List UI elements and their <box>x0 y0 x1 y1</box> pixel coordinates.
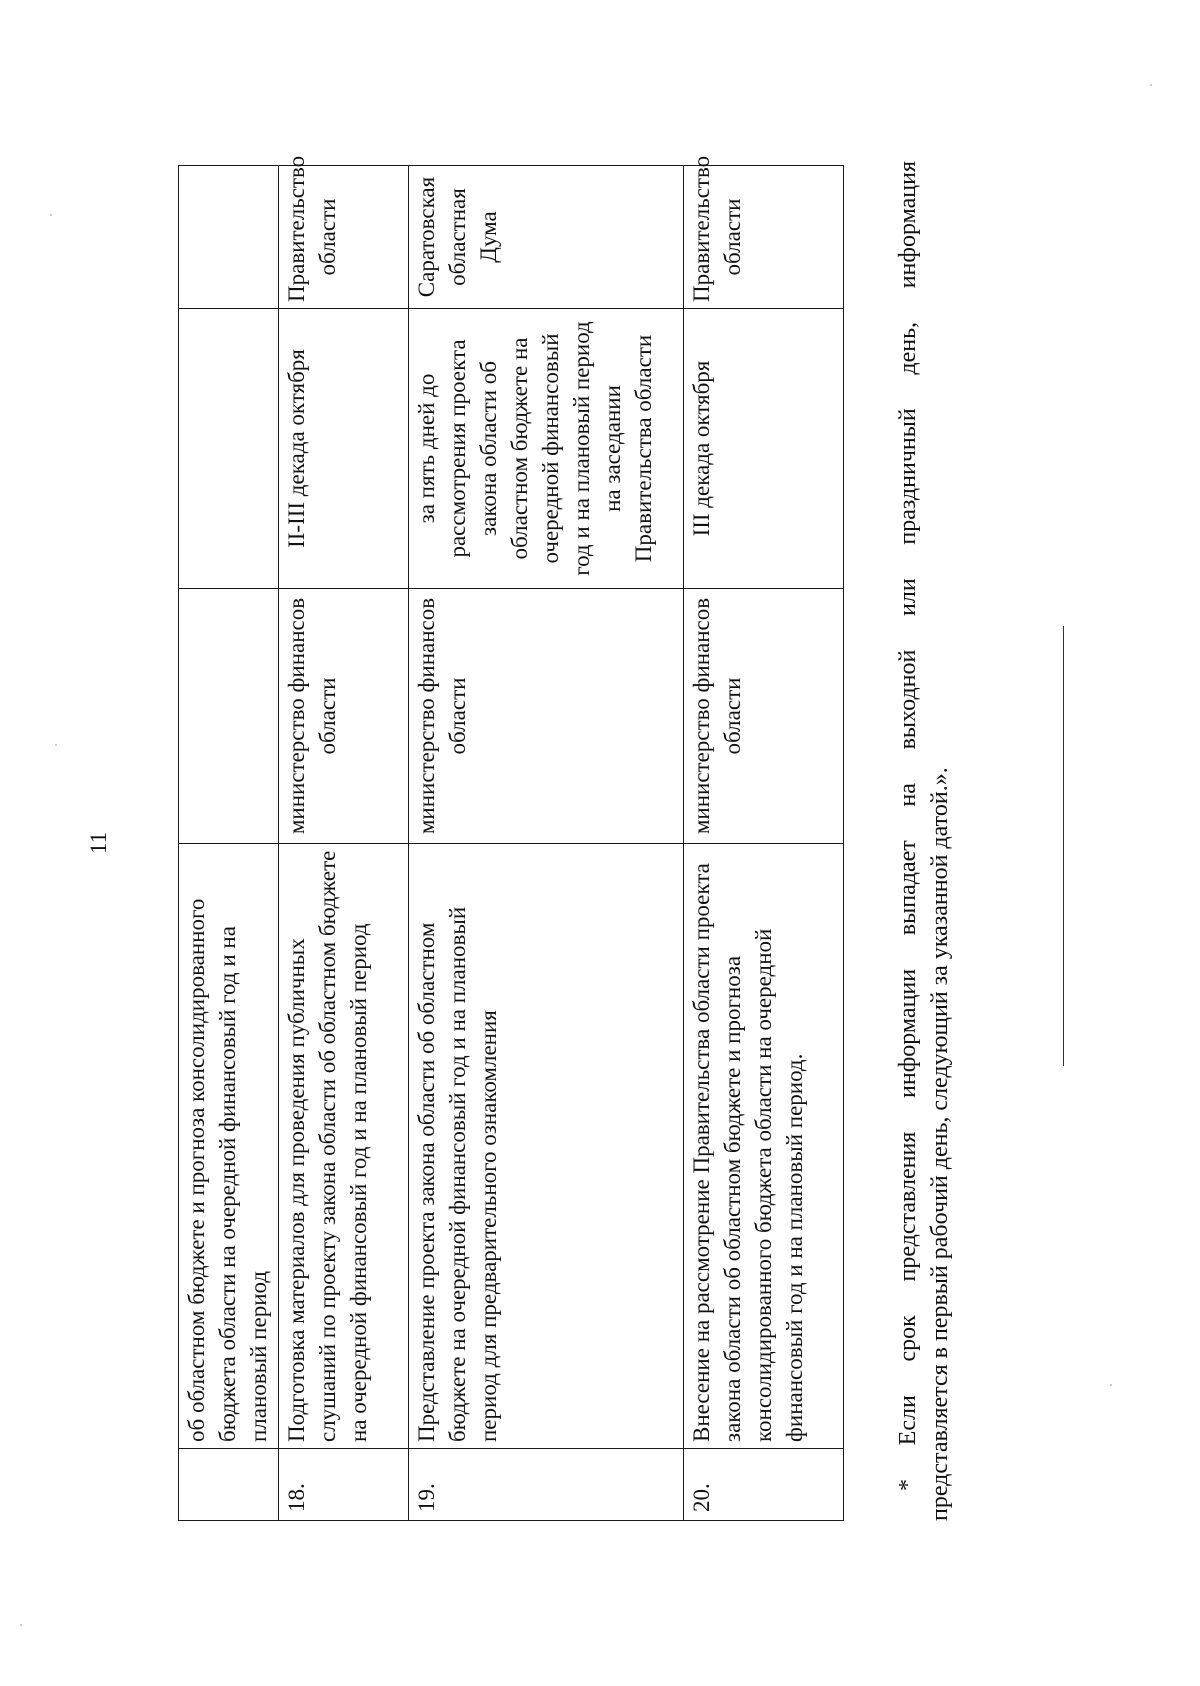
row-recipient: Саратовская областная Дума <box>409 166 684 309</box>
row-recipient: Правительство области <box>279 166 409 309</box>
row-number: 18. <box>279 1449 409 1521</box>
scan-speck <box>1150 84 1152 86</box>
row-number: 19. <box>409 1449 684 1521</box>
row-responsible <box>179 589 279 844</box>
page-number: 11 <box>86 831 111 855</box>
table-row <box>409 166 684 1521</box>
scan-speck <box>20 1624 22 1626</box>
row-responsible: министерство финансов области <box>684 589 844 844</box>
row-number <box>179 1449 279 1521</box>
row-deadline: III декада октября <box>684 309 844 589</box>
footnote-line-2: представляется в первый рабочий день, следующий за указанной датой.». <box>927 767 953 1521</box>
row-description: Внесение на рассмотрение Правительства области проекта закона области об областном бюджете и прогноза консолидированного бюджета области на очередной финансовый год и на плановый период. <box>684 844 844 1449</box>
row-responsible: министерство финансов области <box>279 589 409 844</box>
row-number: 20. <box>684 1449 844 1521</box>
row-deadline <box>179 309 279 589</box>
row-description: об областном бюджете и прогноза консолидированного бюджета области на очередной финансовый год и на плановый период <box>179 844 279 1449</box>
row-description: Подготовка материалов для проведения публичных слушаний по проекту закона области об областном бюджете на очередной финансовый год и на плановый период <box>279 844 409 1449</box>
table-row <box>684 166 844 1521</box>
scan-speck <box>50 214 52 216</box>
table-row <box>179 166 279 1521</box>
scan-speck <box>1110 1384 1112 1386</box>
row-recipient: Правительство области <box>684 166 844 309</box>
closing-rule <box>1063 626 1064 1066</box>
budget-schedule-table <box>178 155 844 1521</box>
scan-speck <box>55 744 57 746</box>
row-deadline: II-III декада октября <box>279 309 409 589</box>
row-description: Представление проекта закона области об областном бюджете на очередной финансовый год и на плановый период для предварительного ознакомления <box>409 844 684 1449</box>
footnote-line-1: * Если срок представления информации выпадает на выходной или праздничный день, информация <box>895 161 921 1491</box>
row-responsible: министерство финансов области <box>409 589 684 844</box>
row-recipient <box>179 166 279 309</box>
table-row <box>279 166 409 1521</box>
row-deadline: за пять дней до рассмотрения проекта закона области об областном бюджете на очередной финансовый год и на плановый период на заседании Правительства области <box>409 309 684 589</box>
